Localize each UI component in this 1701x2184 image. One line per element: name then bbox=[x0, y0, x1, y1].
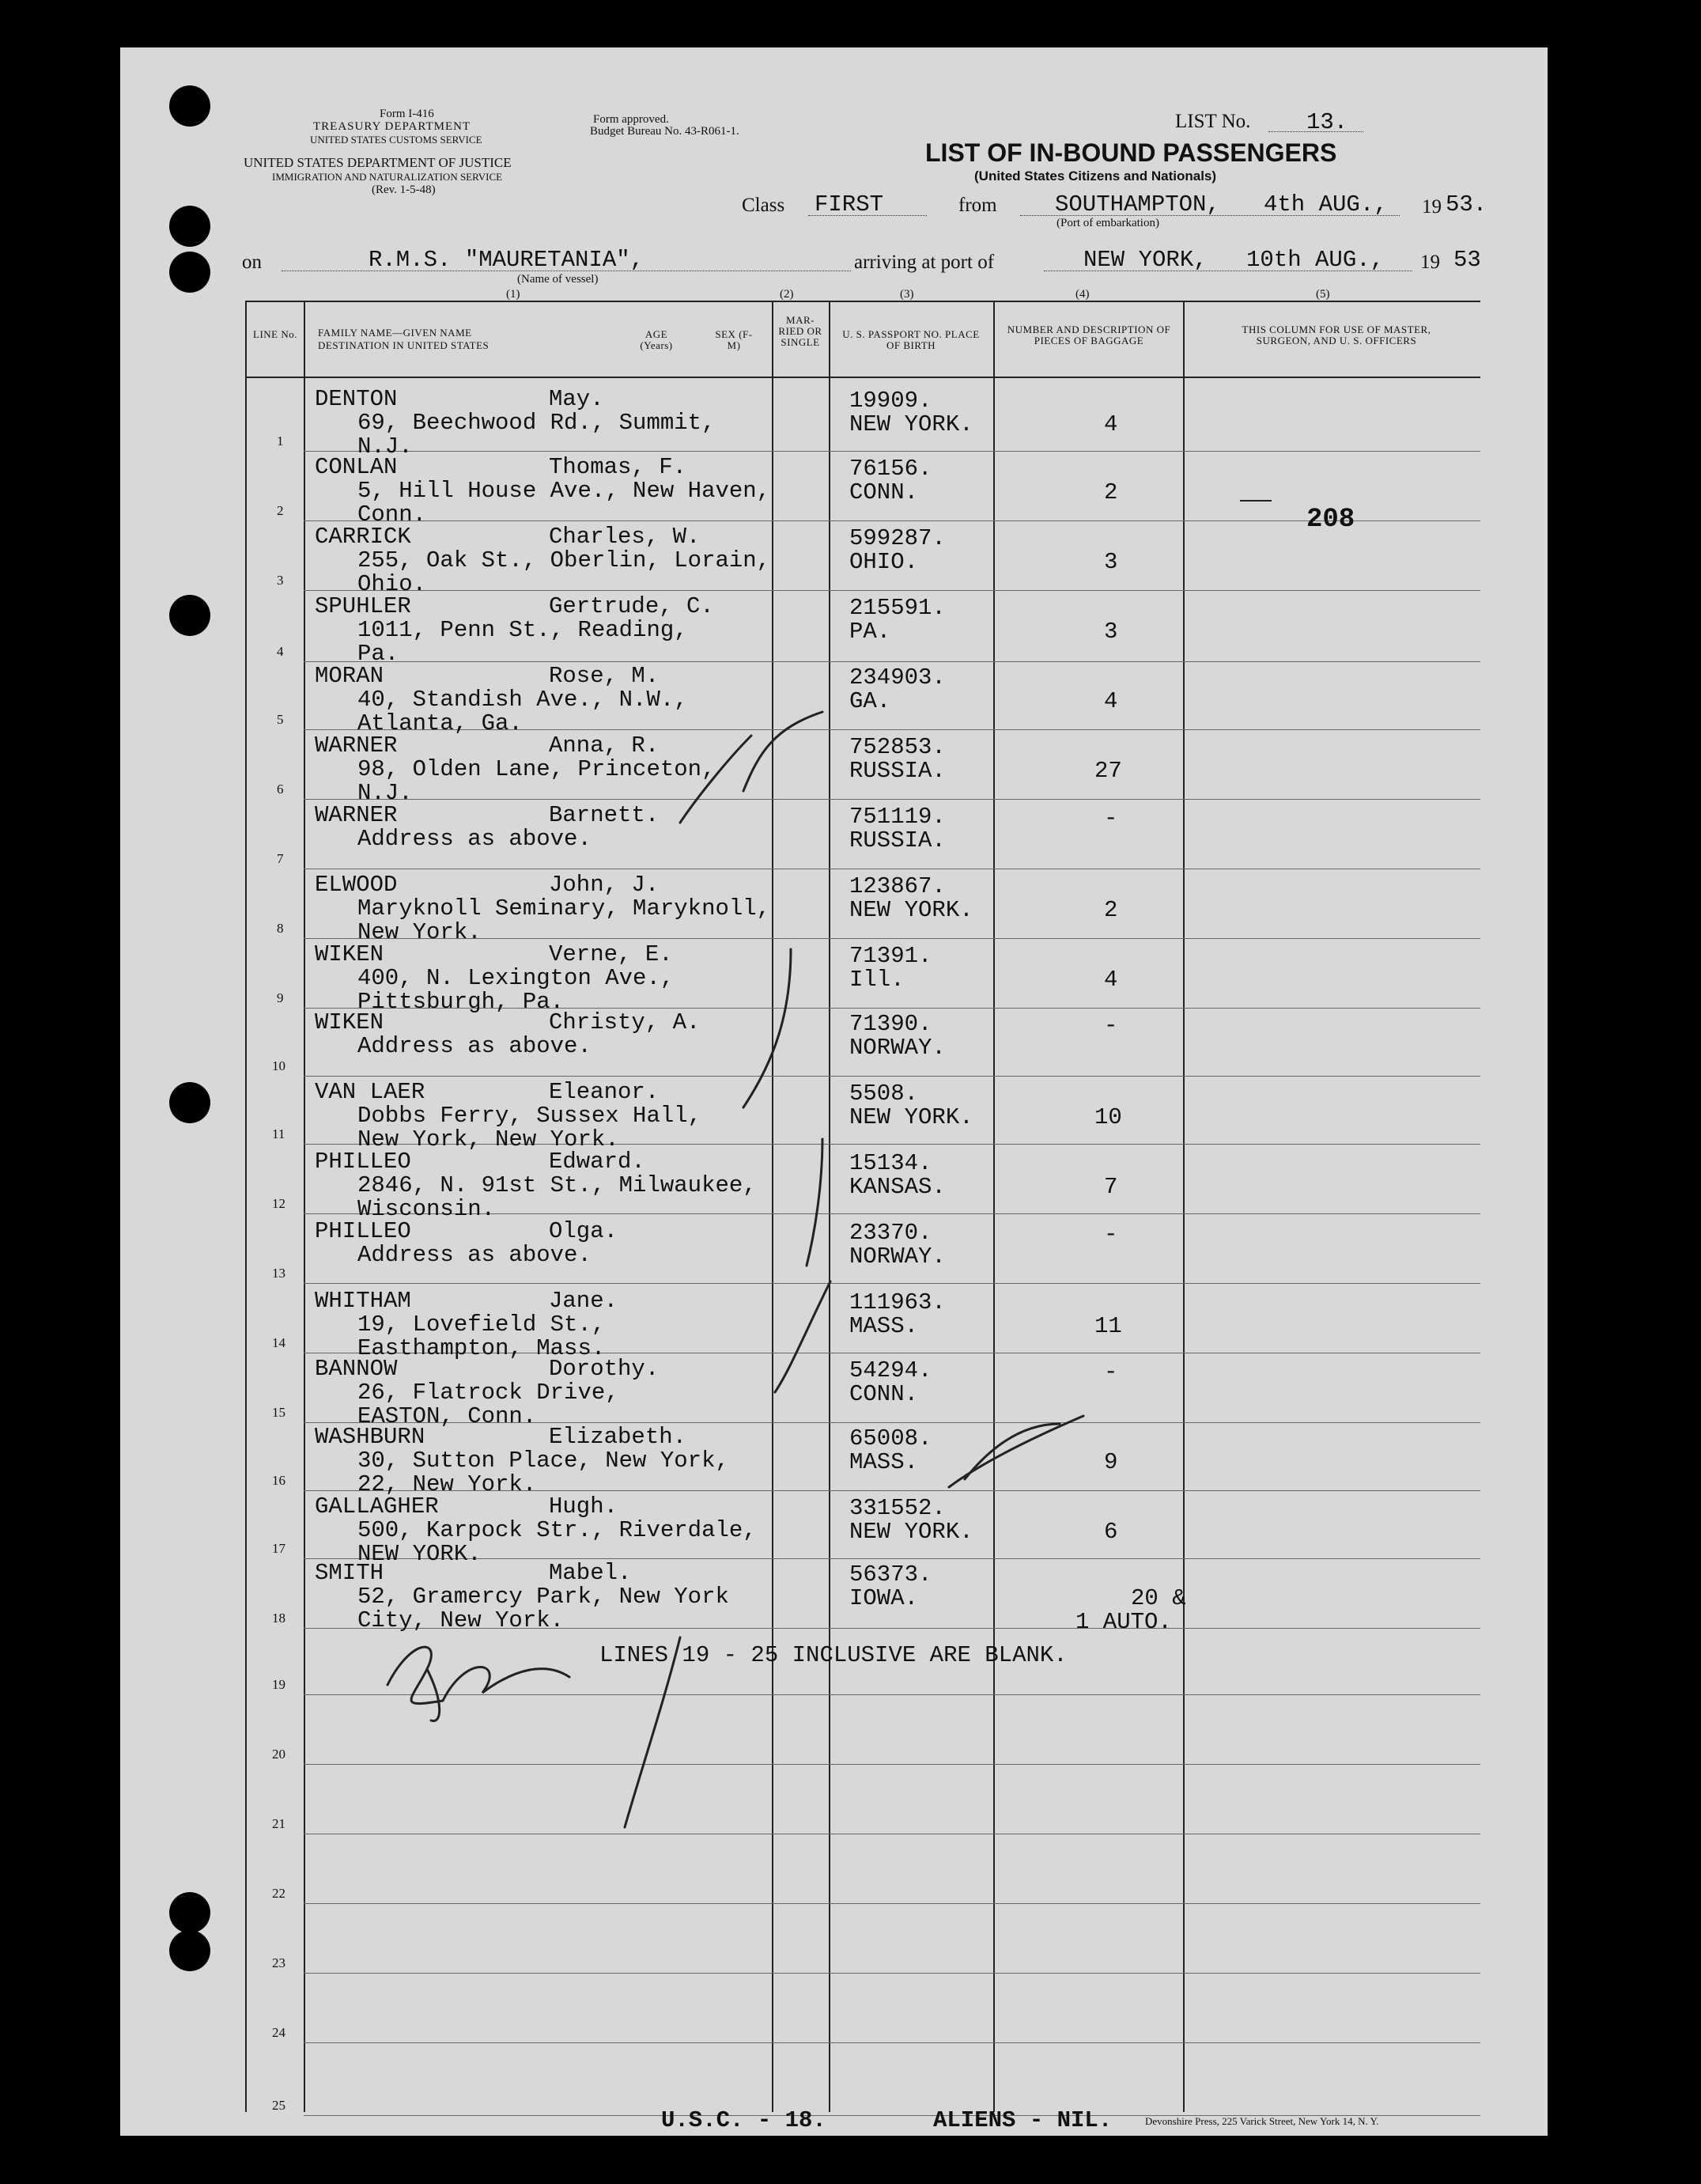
baggage-count: 2 bbox=[1104, 897, 1118, 923]
baggage-count: 6 bbox=[1104, 1519, 1118, 1545]
passenger-address: Dobbs Ferry, Sussex Hall, bbox=[357, 1103, 702, 1129]
immigration-service: IMMIGRATION AND NATURALIZATION SERVICE bbox=[272, 171, 503, 183]
place-of-birth: NEW YORK. bbox=[849, 1104, 973, 1130]
class-value: FIRST bbox=[815, 191, 884, 218]
baggage-count: 3 bbox=[1104, 549, 1118, 575]
place-of-birth: NEW YORK. bbox=[849, 1519, 973, 1545]
baggage-count: 4 bbox=[1104, 967, 1118, 993]
header-passport: U. S. PASSPORT NO. PLACE OF BIRTH bbox=[842, 328, 980, 351]
budget-bureau: Budget Bureau No. 43-R061-1. bbox=[590, 125, 739, 138]
passenger-given-name: Rose, M. bbox=[549, 663, 660, 689]
passenger-family-name: PHILLEO bbox=[315, 1149, 411, 1175]
passenger-family-name: MORAN bbox=[315, 663, 384, 689]
baggage-count: 27 bbox=[1094, 758, 1122, 784]
baggage-count: 11 bbox=[1094, 1313, 1122, 1339]
place-of-birth: NEW YORK. bbox=[849, 897, 973, 923]
passenger-family-name: WASHBURN bbox=[315, 1424, 425, 1450]
header-married: MAR- RIED OR SINGLE bbox=[778, 314, 822, 348]
class-label: Class bbox=[742, 195, 785, 216]
passenger-family-name: CARRICK bbox=[315, 524, 411, 550]
passenger-address-line-2: Pittsburgh, Pa. bbox=[357, 989, 565, 1015]
revision-date: (Rev. 1-5-48) bbox=[372, 184, 436, 196]
passenger-family-name: VAN LAER bbox=[315, 1079, 425, 1105]
place-of-birth: NEW YORK. bbox=[849, 411, 973, 437]
line-number: 3 bbox=[277, 573, 284, 588]
place-of-birth: RUSSIA. bbox=[849, 758, 946, 784]
line-number: 5 bbox=[277, 712, 284, 727]
passport-number: 331552. bbox=[849, 1495, 946, 1521]
form-number: Form I-416 bbox=[380, 108, 434, 120]
baggage-count: 7 bbox=[1104, 1174, 1118, 1200]
passenger-given-name: Verne, E. bbox=[549, 941, 673, 967]
passenger-address: 19, Lovefield St., bbox=[357, 1312, 606, 1338]
passenger-family-name: WHITHAM bbox=[315, 1288, 411, 1314]
header-line-no: LINE No. bbox=[253, 328, 297, 340]
check-mark bbox=[743, 712, 822, 791]
passport-number: 5508. bbox=[849, 1081, 919, 1107]
passenger-family-name: WIKEN bbox=[315, 941, 384, 967]
check-mark bbox=[743, 949, 791, 1107]
list-number: 13. bbox=[1306, 109, 1348, 135]
passenger-family-name: WARNER bbox=[315, 802, 398, 828]
arriving-year: 53 bbox=[1453, 247, 1481, 273]
passenger-family-name: BANNOW bbox=[315, 1356, 398, 1382]
line-number: 20 bbox=[272, 1747, 285, 1762]
passenger-address-line-2: Conn. bbox=[357, 502, 427, 528]
line-number: 7 bbox=[277, 851, 284, 866]
passenger-address-line-2: Wisconsin. bbox=[357, 1196, 496, 1222]
from-year-prefix: 19 bbox=[1422, 196, 1442, 218]
passenger-address-line-2: N.J. bbox=[357, 780, 413, 806]
passenger-given-name: Hugh. bbox=[549, 1493, 618, 1520]
passenger-address: 1011, Penn St., Reading, bbox=[357, 617, 688, 643]
passenger-given-name: Olga. bbox=[549, 1218, 618, 1244]
passenger-address: Address as above. bbox=[357, 1033, 592, 1059]
passenger-given-name: Eleanor. bbox=[549, 1079, 660, 1105]
header-name: FAMILY NAME—GIVEN NAME bbox=[318, 327, 472, 339]
line-number: 12 bbox=[272, 1196, 285, 1211]
passenger-given-name: May. bbox=[549, 386, 604, 412]
footer-aliens: ALIENS - NIL. bbox=[933, 2107, 1113, 2133]
line-number: 22 bbox=[272, 1886, 285, 1901]
baggage-count: - bbox=[1104, 1013, 1118, 1039]
line-number: 8 bbox=[277, 921, 284, 936]
passenger-address-line-2: 22, New York. bbox=[357, 1471, 537, 1497]
passenger-address-line-2: City, New York. bbox=[357, 1607, 565, 1633]
place-of-birth: PA. bbox=[849, 619, 891, 645]
line-number: 24 bbox=[272, 2025, 285, 2040]
port-caption: (Port of embarkation) bbox=[1057, 217, 1159, 229]
place-of-birth: KANSAS. bbox=[849, 1174, 946, 1200]
from-label: from bbox=[958, 195, 997, 216]
line-number: 15 bbox=[272, 1405, 285, 1420]
document-title: LIST OF IN-BOUND PASSENGERS bbox=[925, 138, 1337, 167]
place-of-birth: RUSSIA. bbox=[849, 827, 946, 854]
document-subtitle: (United States Citizens and Nationals) bbox=[974, 168, 1217, 184]
arriving-date: 10th AUG., bbox=[1246, 247, 1385, 273]
baggage-count: - bbox=[1104, 805, 1118, 831]
passenger-given-name: Edward. bbox=[549, 1149, 645, 1175]
line-number: 23 bbox=[272, 1955, 285, 1970]
line-number: 17 bbox=[272, 1541, 285, 1556]
baggage-count: 4 bbox=[1104, 411, 1118, 437]
baggage-count: 3 bbox=[1104, 619, 1118, 645]
vessel-name: R.M.S. "MAURETANIA", bbox=[369, 247, 644, 273]
baggage-count: 9 bbox=[1104, 1449, 1118, 1475]
passenger-address: 500, Karpock Str., Riverdale, bbox=[357, 1517, 757, 1543]
passenger-given-name: Barnett. bbox=[549, 802, 660, 828]
passport-number: 56373. bbox=[849, 1561, 932, 1588]
department-of-justice: UNITED STATES DEPARTMENT OF JUSTICE bbox=[244, 155, 512, 170]
vessel-caption: (Name of vessel) bbox=[517, 273, 599, 286]
line-number: 6 bbox=[277, 782, 284, 797]
passport-number: 71390. bbox=[849, 1011, 932, 1037]
blank-lines-note: LINES 19 - 25 INCLUSIVE ARE BLANK. bbox=[599, 1642, 1068, 1668]
signature bbox=[387, 1647, 569, 1720]
line-number: 9 bbox=[277, 990, 284, 1005]
header-age: AGE (Years) bbox=[640, 328, 673, 351]
place-of-birth: GA. bbox=[849, 688, 891, 714]
baggage-count: 20 & bbox=[1131, 1585, 1186, 1611]
arriving-label: arriving at port of bbox=[854, 252, 995, 273]
passenger-address: Maryknoll Seminary, Maryknoll, bbox=[357, 895, 771, 922]
passenger-family-name: WIKEN bbox=[315, 1009, 384, 1035]
passenger-address-line-2: New York. bbox=[357, 919, 482, 945]
place-of-birth: MASS. bbox=[849, 1313, 919, 1339]
passenger-address: Address as above. bbox=[357, 1242, 592, 1268]
arriving-year-prefix: 19 bbox=[1420, 252, 1440, 273]
passenger-given-name: Gertrude, C. bbox=[549, 593, 714, 619]
column-number-2: (2) bbox=[780, 288, 794, 301]
passenger-address-line-2: NEW YORK. bbox=[357, 1541, 482, 1567]
passport-number: 111963. bbox=[849, 1289, 946, 1315]
passenger-given-name: John, J. bbox=[549, 872, 660, 898]
passenger-family-name: GALLAGHER bbox=[315, 1493, 439, 1520]
passport-number: 234903. bbox=[849, 664, 946, 691]
check-mark bbox=[807, 1139, 822, 1266]
line-number: 4 bbox=[277, 644, 284, 659]
baggage-count: - bbox=[1104, 1359, 1118, 1385]
passenger-address: 98, Olden Lane, Princeton, bbox=[357, 756, 716, 782]
passport-number: 19909. bbox=[849, 388, 932, 414]
passport-number: 54294. bbox=[849, 1357, 932, 1383]
place-of-birth: CONN. bbox=[849, 479, 919, 505]
from-date: 4th AUG., bbox=[1264, 191, 1388, 218]
passenger-address: 255, Oak St., Oberlin, Lorain, bbox=[357, 547, 771, 573]
line-number: 14 bbox=[272, 1335, 285, 1350]
on-label: on bbox=[242, 252, 262, 273]
signature-stroke bbox=[625, 1637, 680, 1827]
passenger-family-name: PHILLEO bbox=[315, 1218, 411, 1244]
from-port: SOUTHAMPTON, bbox=[1055, 191, 1220, 218]
passport-number: 76156. bbox=[849, 456, 932, 482]
passenger-address-line-2: Ohio. bbox=[357, 571, 427, 597]
passenger-address: 400, N. Lexington Ave., bbox=[357, 965, 675, 991]
line-number: 10 bbox=[272, 1058, 285, 1073]
passport-number: 752853. bbox=[849, 734, 946, 760]
passenger-address: 5, Hill House Ave., New Haven, bbox=[357, 478, 771, 504]
passport-number: 751119. bbox=[849, 804, 946, 830]
passenger-family-name: SPUHLER bbox=[315, 593, 411, 619]
passenger-address: 26, Flatrock Drive, bbox=[357, 1380, 619, 1406]
passenger-address: 52, Gramercy Park, New York bbox=[357, 1584, 729, 1610]
check-mark bbox=[775, 1281, 830, 1392]
passenger-family-name: SMITH bbox=[315, 1560, 384, 1586]
form-approved: Form approved. bbox=[593, 113, 669, 126]
passport-number: 71391. bbox=[849, 943, 932, 969]
passenger-address: 2846, N. 91st St., Milwaukee, bbox=[357, 1172, 757, 1198]
footer-usc: U.S.C. - 18. bbox=[661, 2107, 826, 2133]
baggage-count: 10 bbox=[1094, 1104, 1122, 1130]
line-number: 11 bbox=[272, 1126, 285, 1141]
passenger-family-name: WARNER bbox=[315, 732, 398, 759]
baggage-count: 2 bbox=[1104, 479, 1118, 505]
place-of-birth: NORWAY. bbox=[849, 1035, 946, 1061]
place-of-birth: CONN. bbox=[849, 1381, 919, 1407]
passenger-address-line-2: New York, New York. bbox=[357, 1126, 619, 1153]
from-year: 53. bbox=[1446, 191, 1487, 218]
check-mark bbox=[680, 736, 751, 823]
passenger-given-name: Charles, W. bbox=[549, 524, 701, 550]
line-number: 1 bbox=[277, 433, 284, 449]
column-number-3: (3) bbox=[900, 288, 914, 301]
official-annotation: 208 bbox=[1306, 505, 1355, 535]
passport-number: 215591. bbox=[849, 595, 946, 621]
header-destination: DESTINATION IN UNITED STATES bbox=[318, 339, 490, 351]
passport-number: 23370. bbox=[849, 1220, 932, 1246]
passenger-address-line-2: EASTON, Conn. bbox=[357, 1403, 537, 1429]
passenger-given-name: Dorothy. bbox=[549, 1356, 660, 1382]
place-of-birth: MASS. bbox=[849, 1449, 919, 1475]
passenger-given-name: Mabel. bbox=[549, 1560, 632, 1586]
passenger-family-name: CONLAN bbox=[315, 454, 398, 480]
passenger-address: Address as above. bbox=[357, 826, 592, 852]
place-of-birth: Ill. bbox=[849, 967, 905, 993]
footer-printer: Devonshire Press, 225 Varick Street, New York 14, N. Y. bbox=[1145, 2115, 1379, 2127]
baggage-count: 4 bbox=[1104, 688, 1118, 714]
passport-number: 599287. bbox=[849, 525, 946, 551]
passenger-address: 30, Sutton Place, New York, bbox=[357, 1448, 729, 1474]
passenger-address: 40, Standish Ave., N.W., bbox=[357, 687, 688, 713]
treasury-department: TREASURY DEPARTMENT bbox=[313, 120, 471, 133]
line-number: 13 bbox=[272, 1266, 285, 1281]
line-number: 25 bbox=[272, 2098, 285, 2113]
passenger-given-name: Jane. bbox=[549, 1288, 618, 1314]
passport-number: 15134. bbox=[849, 1150, 932, 1176]
place-of-birth: IOWA. bbox=[849, 1585, 919, 1611]
line-number: 19 bbox=[272, 1677, 285, 1692]
column-number-4: (4) bbox=[1075, 288, 1090, 301]
place-of-birth: OHIO. bbox=[849, 549, 919, 575]
passenger-family-name: DENTON bbox=[315, 386, 398, 412]
customs-service: UNITED STATES CUSTOMS SERVICE bbox=[310, 134, 482, 146]
place-of-birth: NORWAY. bbox=[849, 1243, 946, 1270]
passenger-address: 69, Beechwood Rd., Summit, bbox=[357, 410, 716, 436]
line-number: 21 bbox=[272, 1816, 285, 1831]
header-officers: THIS COLUMN FOR USE OF MASTER, SURGEON, AND U. S. OFFICERS bbox=[1242, 324, 1431, 346]
passenger-given-name: Anna, R. bbox=[549, 732, 660, 759]
column-number-1: (1) bbox=[506, 288, 520, 301]
baggage-count-line-2: 1 AUTO. bbox=[1075, 1609, 1172, 1635]
line-number: 16 bbox=[272, 1473, 285, 1488]
passenger-address-line-2: Pa. bbox=[357, 641, 399, 667]
passenger-given-name: Elizabeth. bbox=[549, 1424, 687, 1450]
column-number-5: (5) bbox=[1316, 288, 1330, 301]
passport-number: 123867. bbox=[849, 873, 946, 899]
check-mark bbox=[949, 1416, 1083, 1487]
passenger-given-name: Thomas, F. bbox=[549, 454, 687, 480]
header-baggage: NUMBER AND DESCRIPTION OF PIECES OF BAGGAGE bbox=[1007, 324, 1171, 346]
list-number-label: LIST No. bbox=[1175, 111, 1251, 132]
passenger-given-name: Christy, A. bbox=[549, 1009, 701, 1035]
header-sex: SEX (F-M) bbox=[715, 328, 753, 351]
passenger-address-line-2: N.J. bbox=[357, 433, 413, 460]
line-number: 18 bbox=[272, 1611, 285, 1626]
arriving-port: NEW YORK, bbox=[1083, 247, 1208, 273]
baggage-count: - bbox=[1104, 1221, 1118, 1247]
passenger-family-name: ELWOOD bbox=[315, 872, 398, 898]
passenger-address-line-2: Atlanta, Ga. bbox=[357, 710, 523, 736]
passport-number: 65008. bbox=[849, 1425, 932, 1452]
passenger-address-line-2: Easthampton, Mass. bbox=[357, 1335, 606, 1361]
line-number: 2 bbox=[277, 503, 284, 518]
